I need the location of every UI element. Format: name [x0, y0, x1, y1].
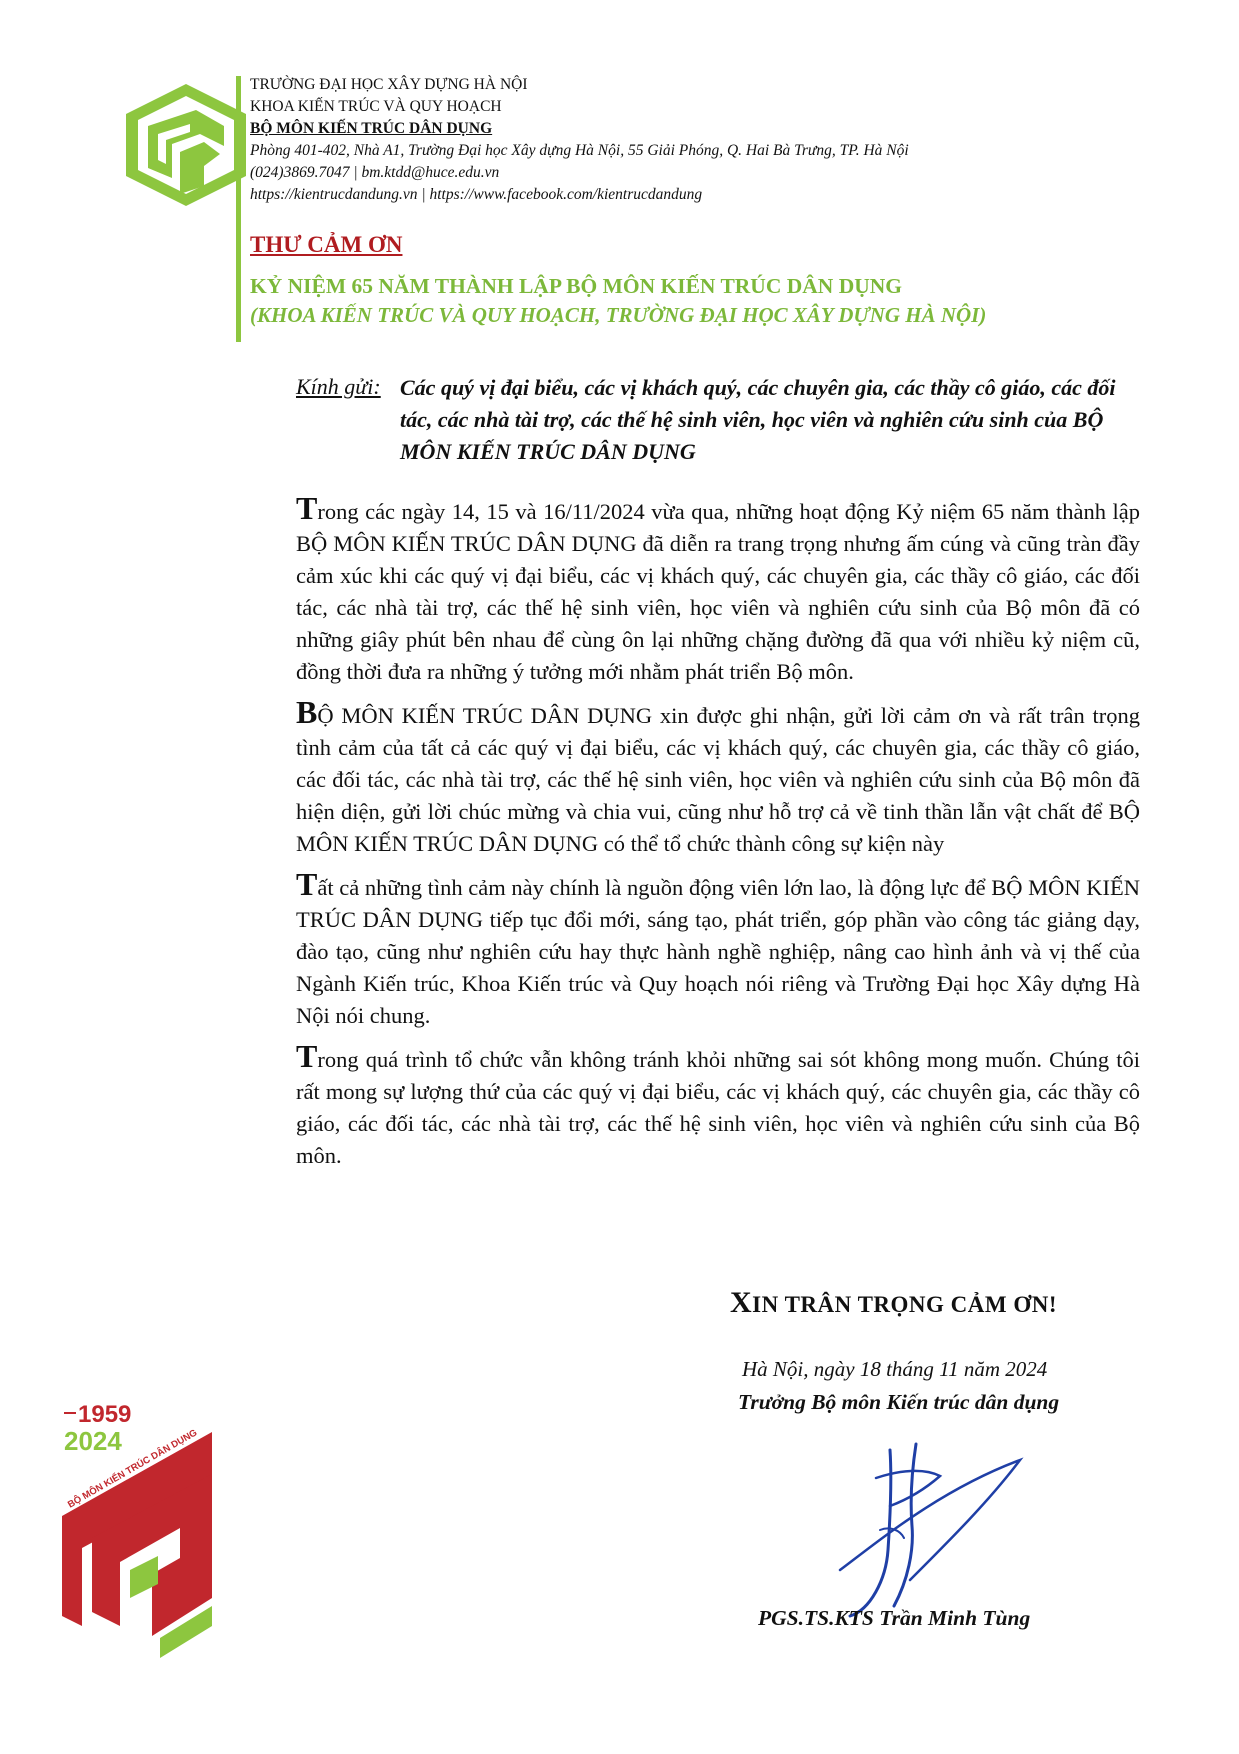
department-name: BỘ MÔN KIẾN TRÚC DÂN DỤNG — [250, 120, 493, 137]
paragraph — [296, 866, 1140, 1032]
logo-year-start: 1959 — [78, 1401, 132, 1428]
paragraph — [296, 694, 1140, 860]
paragraph-initial: T — [296, 866, 318, 902]
paragraph-text: ất cả những tình cảm này chính là nguồn động viên lớn lao, là động lực để BỘ MÔN KIẾN TRÚC DÂN DỤNG tiếp tục đổi mới, sáng tạo, phát triển, góp phần vào công tác giảng dạy, đào tạo, cũng như nghiên cứu hay thực hành nghề nghiệp, nâng cao hình ảnh và vị thế của Ngành Kiến trúc, Khoa Kiến trúc và Quy hoạch nói riêng và Trường Đại học Xây dựng Hà Nội nói chung. — [296, 875, 1140, 1028]
paragraph-text: rong quá trình tổ chức vẫn không tránh khỏi những sai sót không mong muốn. Chúng tôi rất mong sự lượng thứ của các quý vị đại biểu, các vị khách quý, các chuyên gia, các thầy cô giáo, các đối tác, các nhà tài trợ, các thế hệ sinh viên, học viên và nghiên cứu sinh của Bộ môn. — [296, 1047, 1140, 1168]
place-date: Hà Nội, ngày 18 tháng 11 năm 2024 — [742, 1357, 1048, 1381]
closing-text: IN TRÂN TRỌNG CẢM ƠN! — [752, 1292, 1057, 1317]
university-name: TRƯỜNG ĐẠI HỌC XÂY DỰNG HÀ NỘI — [250, 76, 528, 93]
anniversary-title: KỶ NIỆM 65 NĂM THÀNH LẬP BỘ MÔN KIẾN TRÚC DÂN DỤNG — [250, 274, 902, 298]
paragraph-initial: T — [296, 490, 318, 526]
paragraph — [296, 1038, 1140, 1172]
logo-year-end: 2024 — [64, 1426, 122, 1456]
signer-position: Trưởng Bộ môn Kiến trúc dân dụng — [738, 1390, 1060, 1414]
links-line[interactable]: https://kientrucdandung.vn | https://www.facebook.com/kientrucdandung — [250, 186, 703, 203]
salutation-label: Kính gửi: — [296, 374, 381, 399]
letter-title: THƯ CẢM ƠN — [250, 232, 403, 257]
logo-arc-text: BỘ MÔN KIẾN TRÚC DÂN DỤNG — [65, 1427, 200, 1511]
paragraph-initial: B — [296, 694, 318, 730]
handwritten-signature — [820, 1430, 1060, 1620]
paragraph-initial: T — [296, 1038, 318, 1074]
paragraph — [296, 490, 1140, 688]
anniversary-logo — [62, 1398, 252, 1664]
paragraph-text: Ộ MÔN KIẾN TRÚC DÂN DỤNG xin được ghi nhận, gửi lời cảm ơn và rất trân trọng tình cảm của tất cả các quý vị đại biểu, các vị khách quý, các chuyên gia, các thầy cô giáo, các đối tác, các nhà tài trợ, các thế hệ sinh viên, học viên và nghiên cứu sinh của Bộ môn đã hiện diện, gửi lời chúc mừng và chia vui, cũng như hỗ trợ cả về tinh thần lẫn vật chất để BỘ MÔN KIẾN TRÚC DÂN DỤNG có thể tổ chức thành công sự kiện này — [296, 703, 1140, 856]
letter-body — [296, 490, 1140, 1184]
signer-name: PGS.TS.KTS Trần Minh Tùng — [758, 1606, 1031, 1630]
anniversary-subtitle: (KHOA KIẾN TRÚC VÀ QUY HOẠCH, TRƯỜNG ĐẠI HỌC XÂY DỰNG HÀ NỘI) — [250, 303, 987, 327]
department-logo — [118, 82, 254, 208]
faculty-name: KHOA KIẾN TRÚC VÀ QUY HOẠCH — [250, 98, 502, 115]
header-accent-bar — [236, 76, 241, 342]
contact-line: (024)3869.7047 | bm.ktdd@huce.edu.vn — [250, 164, 500, 181]
closing-line — [730, 1286, 1057, 1320]
address-line: Phòng 401-402, Nhà A1, Trường Đại học Xây dựng Hà Nội, 55 Giải Phóng, Q. Hai Bà Trưng, TP. Hà Nội — [250, 142, 909, 159]
closing-initial: X — [730, 1286, 753, 1319]
salutation-text: Các quý vị đại biểu, các vị khách quý, các chuyên gia, các thầy cô giáo, các đối tác, các nhà tài trợ, các thế hệ sinh viên, học viên và nghiên cứu sinh của BỘ MÔN KIẾN TRÚC DÂN DỤNG — [400, 375, 1116, 464]
paragraph-text: rong các ngày 14, 15 và 16/11/2024 vừa qua, những hoạt động Kỷ niệm 65 năm thành lập BỘ MÔN KIẾN TRÚC DÂN DỤNG đã diễn ra trang trọng nhưng ấm cúng và cũng tràn đầy cảm xúc khi các quý vị đại biểu, các vị khách quý, các chuyên gia, các thầy cô giáo, các đối tác, các nhà tài trợ, các thế hệ sinh viên, học viên và nghiên cứu sinh của Bộ môn đã có những giây phút bên nhau để cùng ôn lại những chặng đường đã qua với nhiều kỷ niệm cũ, đồng thời đưa ra những ý tưởng mới nhằm phát triển Bộ môn. — [296, 499, 1140, 684]
letterhead — [250, 74, 1150, 206]
